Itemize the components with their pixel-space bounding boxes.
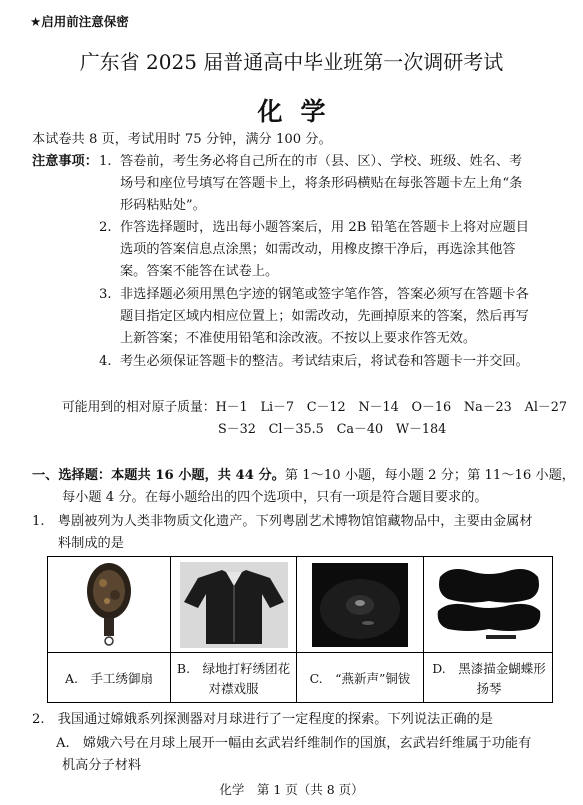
section-heading (32, 466, 575, 486)
note-line: 答卷前，考生务必将自己所在的市（县、区）、学校、班级、姓名、考 (120, 154, 523, 169)
section-instructions: 每小题 4 分。在每小题给出的四个选项中，只有一项是符合题目要求的。 (62, 490, 488, 505)
question-1-options-table (47, 556, 553, 703)
note-line: 题目指定区域内相应位置上；如需改动，先画掉原来的答案，然后再写 (120, 309, 529, 324)
page-footer: 化学 第 1 页（共 8 页） (219, 782, 364, 797)
question-2-stem: 2. 我国通过嫦娥系列探测器对月球进行了一定程度的探索。下列说法正确的是 (32, 712, 493, 727)
option-a-caption: A. 手工绣御扇 (64, 670, 153, 686)
note-line: 形码粘贴处”。 (120, 198, 206, 213)
option-d-cell (424, 557, 554, 702)
copper-cymbal-image (297, 557, 423, 652)
note-number: 3. (99, 287, 112, 302)
option-c-caption: C. “燕新声”铜钹 (309, 670, 411, 686)
confidential-notice: ★启用前注意保密 (30, 14, 129, 29)
embroidered-fan-image (48, 557, 170, 652)
option-c-cell (297, 557, 424, 702)
opera-costume-image (171, 557, 296, 652)
section-heading-bold: 一、选择题：本题共 16 小题，共 44 分。 (32, 468, 285, 483)
question-2-option-a: A. 嫦娥六号在月球上展开一幅由玄武岩纤维制作的国旗，玄武岩纤维属于功能有 (56, 736, 532, 751)
question-1-stem: 1. 粤剧被列为人类非物质文化遗产。下列粤剧艺术博物馆馆藏物品中，主要由金属材 (32, 514, 533, 529)
option-b-caption: B. 绿地打籽绣团花对襟戏服 (176, 660, 291, 696)
note-line: 作答选择题时，选出每小题答案后，用 2B 铅笔在答题卡上将对应题目 (120, 220, 529, 235)
note-number: 1. (99, 154, 112, 169)
exam-intro: 本试卷共 8 页，考试用时 75 分钟，满分 100 分。 (32, 132, 332, 147)
question-1-stem-cont: 料制成的是 (58, 536, 124, 551)
butterfly-dulcimer-image (424, 557, 554, 652)
atomic-masses-line-2: S－32 Cl－35.5 Ca－40 W－184 (218, 422, 447, 437)
atomic-masses-line-1: 可能用到的相对原子质量：H－1 Li－7 C－12 N－14 O－16 Na－23 Al－27 (62, 400, 568, 415)
note-line: 选项的答案信息点涂黑；如需改动，用橡皮擦干净后，再选涂其他答 (120, 242, 516, 257)
exam-title: 广东省 2025 届普通高中毕业班第一次调研考试 (79, 50, 504, 74)
note-line: 考生必须保证答题卡的整洁。考试结束后，将试卷和答题卡一并交回。 (120, 354, 529, 369)
notes-label: 注意事项： (32, 154, 98, 169)
option-b-cell (171, 557, 297, 702)
note-line: 非选择题必须用黑色字迹的钢笔或签字笔作答，答案必须写在答题卡各 (120, 287, 529, 302)
option-d-caption: D. 黑漆描金蝴蝶形扬琴 (432, 660, 546, 696)
question-2-option-a-cont: 机高分子材料 (62, 758, 142, 773)
note-number: 4. (99, 354, 112, 369)
note-line: 案。答案不能答在试卷上。 (120, 264, 279, 279)
subject-title: 化学 (257, 97, 344, 126)
section-heading-rest: 第 1～10 小题，每小题 2 分；第 11～16 小题， (284, 468, 575, 483)
note-number: 2. (99, 220, 112, 235)
note-line: 场号和座位号填写在答题卡上，将条形码横贴在每张答题卡左上角“条 (120, 176, 523, 191)
note-line: 上新答案；不准使用铅笔和涂改液。不按以上要求作答无效。 (120, 331, 477, 346)
option-a-cell (48, 557, 171, 702)
